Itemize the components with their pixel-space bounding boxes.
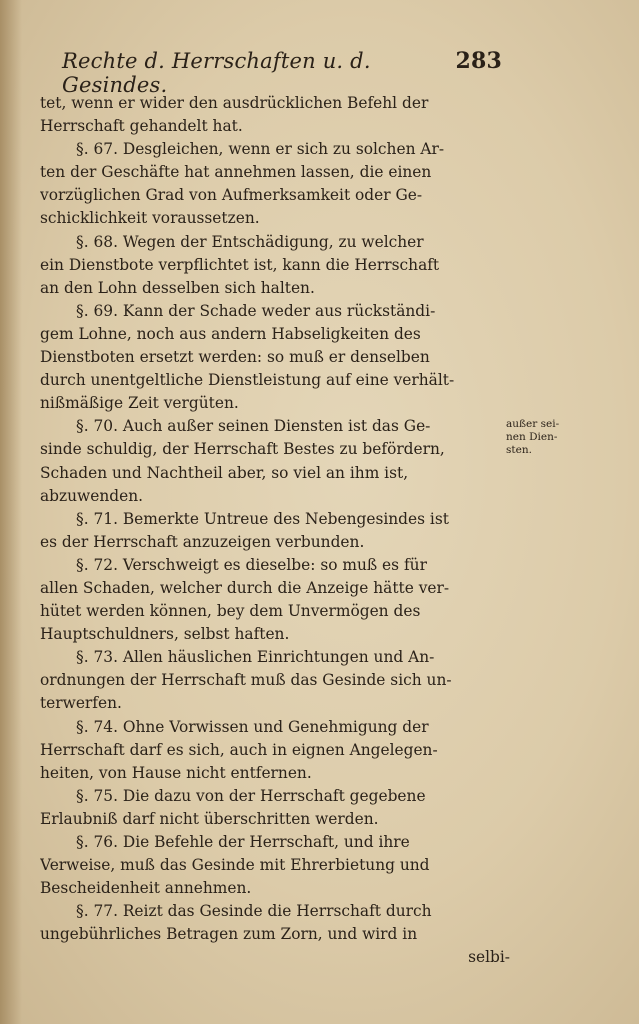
paragraph-67: §. 67. Desgleichen, wenn er sich zu solchen Ar- bbox=[76, 140, 445, 159]
text-line: nißmäßige Zeit vergüten. bbox=[40, 394, 239, 413]
text-line: abzuwenden. bbox=[40, 486, 144, 505]
paragraph-70: §. 70. Auch außer seinen Diensten ist das Ge- bbox=[76, 417, 431, 436]
text-line: heiten, von Hause nicht entfernen. bbox=[40, 763, 312, 782]
text-line: Hauptschuldners, selbst haften. bbox=[40, 625, 290, 644]
text-line: durch unentgeltliche Dienstleistung auf eine verhält- bbox=[40, 371, 455, 390]
paragraph-68: §. 68. Wegen der Entschädigung, zu welcher bbox=[76, 232, 424, 251]
paragraph-76: §. 76. Die Befehle der Herrschaft, und ihre bbox=[76, 833, 410, 851]
running-title: Rechte d. Herrschaften u. d. Gesindes. bbox=[62, 49, 371, 97]
text-line: tet, wenn er wider den ausdrücklichen Befehl der bbox=[40, 94, 429, 112]
catchword: selbi- bbox=[468, 948, 510, 967]
text-line: es der Herrschaft anzuzeigen verbunden. bbox=[40, 532, 365, 551]
text-line: Verweise, muß das Gesinde mit Ehrerbietung und bbox=[40, 856, 430, 875]
text-line: Schaden und Nachtheil aber, so viel an ihm ist, bbox=[40, 463, 409, 482]
page-number: 283 bbox=[455, 48, 502, 74]
text-line: Herrschaft darf es sich, auch in eignen Angelegen- bbox=[40, 740, 438, 759]
text-line: ten der Geschäfte hat annehmen lassen, die einen bbox=[40, 163, 432, 182]
text-line: Erlaubniß darf nicht überschritten werden. bbox=[40, 809, 379, 828]
text-line: ordnungen der Herrschaft muß das Gesinde sich un- bbox=[40, 671, 452, 690]
text-line: hütet werden können, bey dem Unvermögen des bbox=[40, 602, 421, 621]
text-line: schicklichkeit voraussetzen. bbox=[40, 209, 260, 228]
paragraph-77: §. 77. Reizt das Gesinde die Herrschaft durch bbox=[76, 902, 432, 921]
catchword-line bbox=[40, 946, 510, 969]
text-line: Herrschaft gehandelt hat. bbox=[40, 117, 243, 136]
margin-note-line: sten. bbox=[506, 444, 532, 456]
paragraph-69: §. 69. Kann der Schade weder aus rückständi- bbox=[76, 301, 436, 320]
text-line: Bescheidenheit annehmen. bbox=[40, 879, 252, 898]
paragraph-73: §. 73. Allen häuslichen Einrichtungen und An- bbox=[76, 648, 435, 667]
text-line: gem Lohne, noch aus andern Habseligkeiten des bbox=[40, 324, 421, 343]
margin-note bbox=[506, 418, 586, 457]
text-line: Dienstboten ersetzt werden: so muß er denselben bbox=[40, 348, 430, 367]
text-line: ein Dienstbote verpflichtet ist, kann die Herrschaft bbox=[40, 255, 440, 274]
paragraph-71: §. 71. Bemerkte Untreue des Nebengesindes ist bbox=[76, 509, 449, 528]
page-header bbox=[62, 48, 502, 97]
text-line: ungebührliches Betragen zum Zorn, und wird in bbox=[40, 925, 418, 944]
text-line: vorzüglichen Grad von Aufmerksamkeit oder Ge- bbox=[40, 186, 423, 205]
text-line: allen Schaden, welcher durch die Anzeige hätte ver- bbox=[40, 578, 450, 597]
margin-note-line: nen Dien- bbox=[506, 431, 558, 443]
text-line: an den Lohn desselben sich halten. bbox=[40, 278, 315, 297]
text-line: sinde schuldig, der Herrschaft Bestes zu befördern, bbox=[40, 440, 445, 459]
margin-note-line: außer sei- bbox=[506, 418, 560, 430]
paragraph-74: §. 74. Ohne Vorwissen und Genehmigung der bbox=[76, 717, 429, 736]
paragraph-72: §. 72. Verschweigt es dieselbe: so muß es für bbox=[76, 555, 427, 574]
paragraph-75: §. 75. Die dazu von der Herrschaft gegebene bbox=[76, 786, 426, 805]
text-body bbox=[40, 92, 510, 970]
text-line: terwerfen. bbox=[40, 694, 122, 713]
